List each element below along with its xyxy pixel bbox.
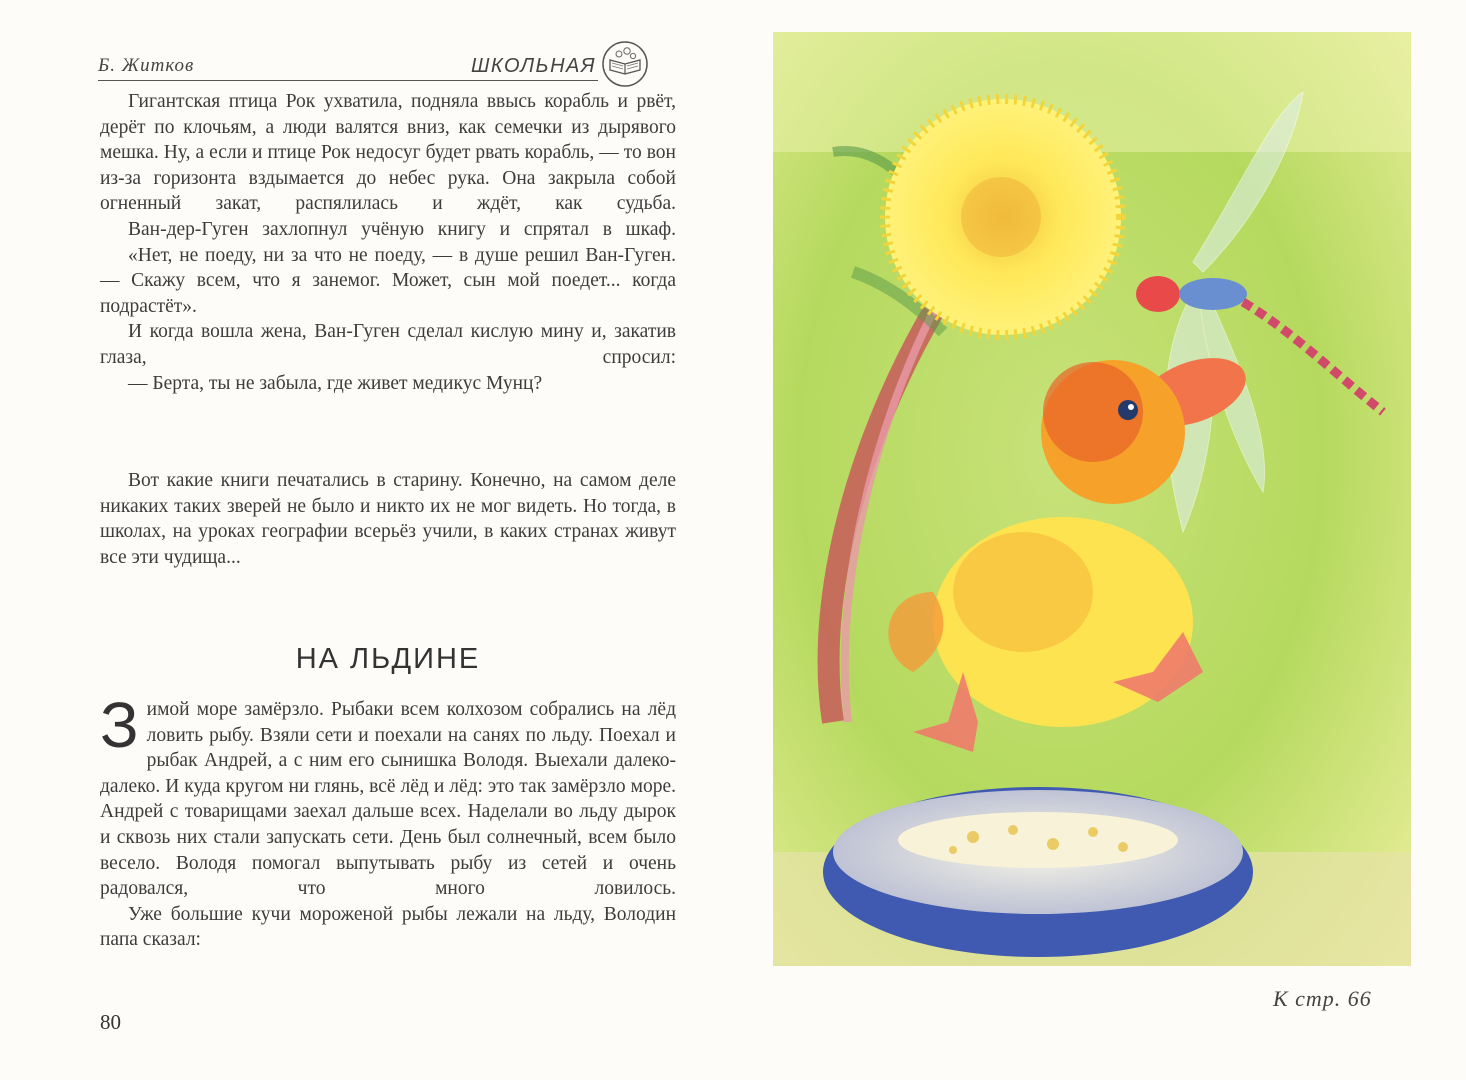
paragraph: «Нет, не поеду, ни за что не поеду, — в душе решил Ван-Гуген. — Скажу всем, что я занемог. Может, сын мой поедет... когда подрастёт». xyxy=(100,244,676,317)
right-page xyxy=(733,0,1466,1080)
chapter-title: НА ЛЬДИНЕ xyxy=(295,643,481,675)
chapter-first-paragraph xyxy=(100,689,676,902)
illustration-caption: К стр. 66 xyxy=(1273,986,1372,1011)
paragraph: Гигантская птица Рок ухватила, подняла ввысь корабль и рвёт, дерёт по клочьям, а люди валятся вниз, как семечки из дырявого мешка. Ну, а если и птице Рок недосуг будет рвать корабль, — то вон из-за горизонта вздымается до небес рука. Она закрыла собой огненный закат, распялилась и ждёт, как судьба. xyxy=(100,91,676,215)
paragraph: И когда вошла жена, Ван-Гуген сделал кислую мину и, закатив глаза, спросил: xyxy=(100,321,676,368)
chapter-first-text: имой море замёрзло. Рыбаки всем колхозом собрались на лёд ловить рыбу. Взяли сети и поехали на санях по льду. Поехал и рыбак Андрей, а с ним его сынишка Володя. Выехали далеко-далеко. И куда кругом ни глянь, всё лёд и лёд: это так замёрзло море. Андрей с товарищами заехал дальше всех. Наделали во льду дырок и сквозь них стали запускать сети. День был солнечный, всем было весело. Володя помогал выпутывать рыбу из сетей и очень радовался, что много ловилось. xyxy=(100,699,676,900)
chapter-text xyxy=(100,689,676,953)
drop-cap: З xyxy=(100,689,139,761)
paragraph: — Берта, ты не забыла, где живет медикус Мунц? xyxy=(128,372,543,394)
text-block-middle xyxy=(100,468,676,570)
duckling-illustration xyxy=(773,32,1411,966)
paragraph: Вот какие книги печатались в старину. Конечно, на самом деле никаких таких зверей не было и никто их не мог видеть. Но тогда, в школах, на уроках географии всерьёз учили, в каких странах живут все эти чудища... xyxy=(100,470,676,568)
book-logo-icon xyxy=(600,40,650,88)
paragraph: Уже большие кучи мороженой рыбы лежали на льду, Володин папа сказал: xyxy=(100,903,676,951)
text-block-top xyxy=(100,89,676,396)
running-head-series: ШКОЛЬНАЯ xyxy=(470,55,596,77)
paragraph: Ван-дер-Гуген захлопнул учёную книгу и спрятал в шкаф. xyxy=(128,218,676,240)
page-number: 80 xyxy=(100,1010,121,1034)
running-head-author: Б. Житков xyxy=(98,55,195,76)
running-head xyxy=(98,52,598,81)
